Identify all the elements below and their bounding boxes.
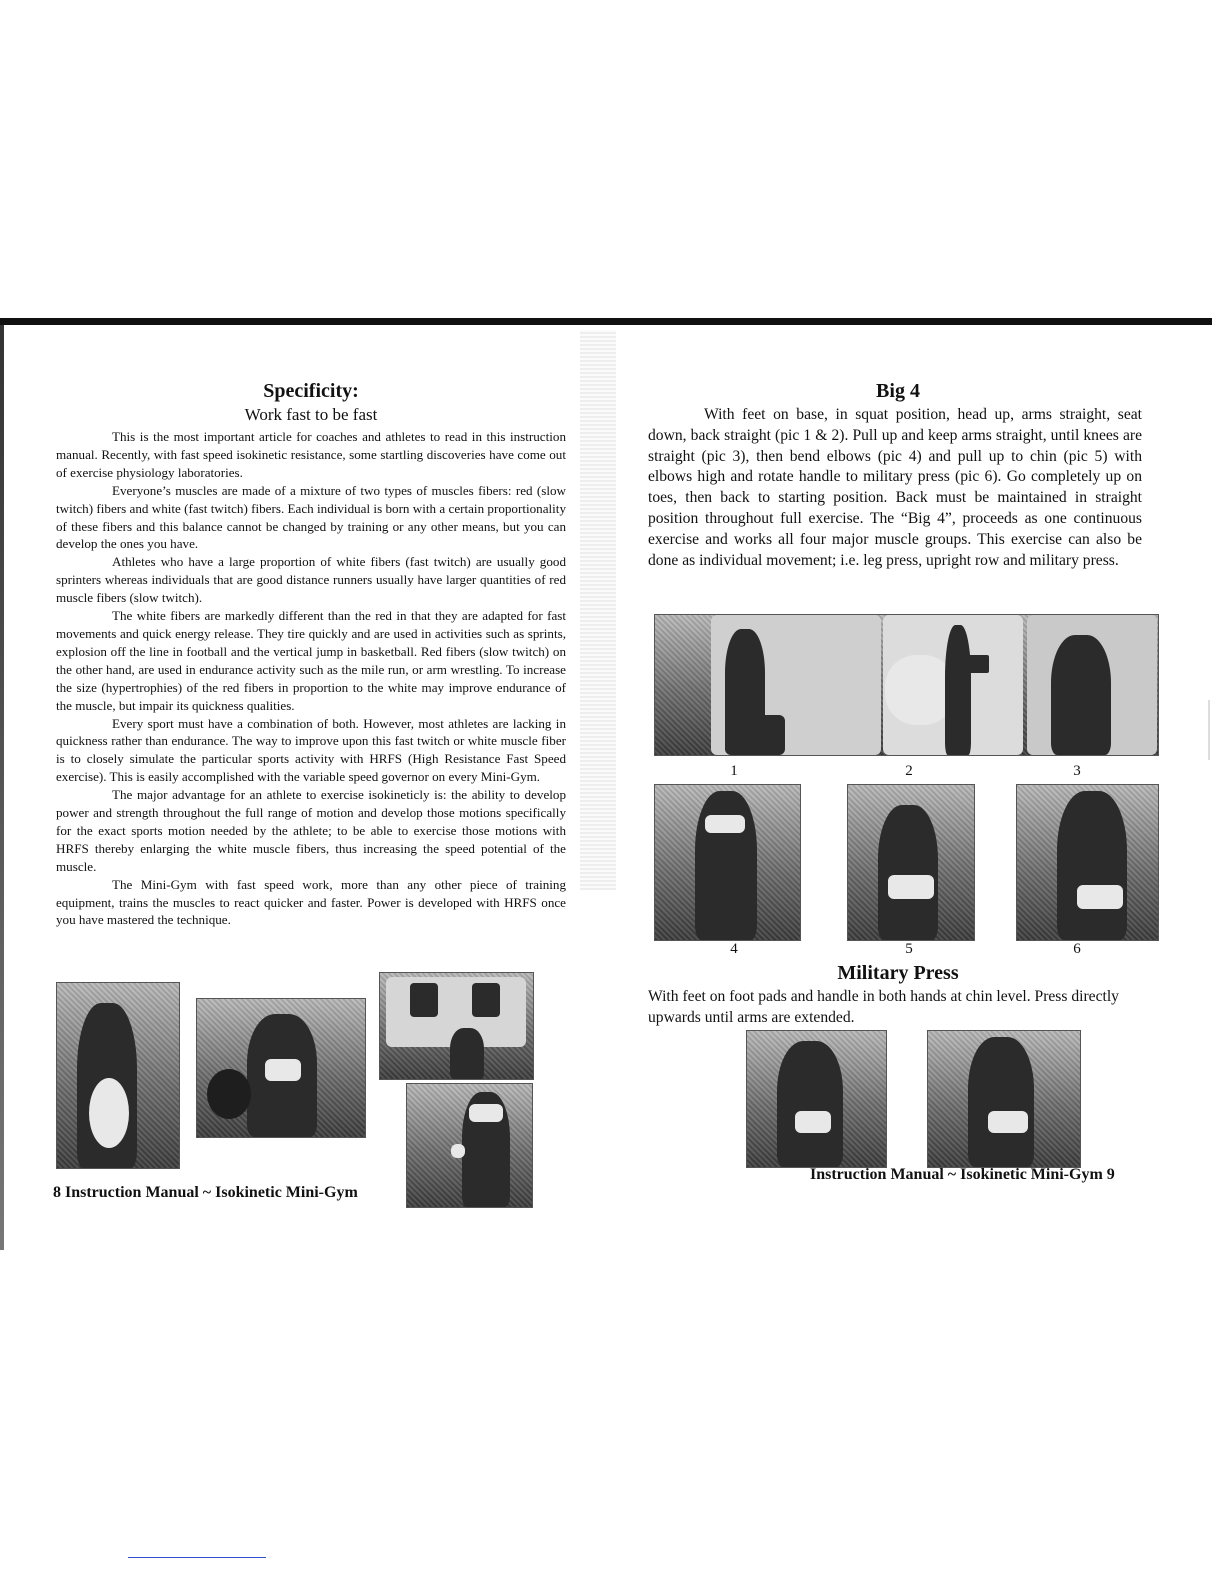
big4-photo-4 — [654, 784, 801, 941]
scan-speck — [1208, 700, 1210, 760]
paragraph: The major advantage for an athlete to exercise isokineticly is: the ability to develop power and strength throughout the full range of motion and develop those motions specifically for the exact sports motion needed by the athlete; to be able to exercise those motions with HRFS thereby enlarging the white muscle fibers, thus increasing the speed potential of the muscle. — [56, 787, 566, 874]
military-press-photo — [927, 1030, 1081, 1168]
paragraph: With feet on base, in squat position, head up, arms straight, seat down, back straight (pic 1 & 2). Pull up and keep arms straight, until knees are straight (pic 3), then bend elbows (pic 4) and pull up to chin (pic 5) with elbows high and rotate handle to military press (pic 6). Go completely up on toes, then back to starting position. Back must be maintained in straight position throughout full exercise. The “Big 4”, proceeds as one continuous exercise and works all four major muscle groups. This exercise can also be done as individual movement; i.e. leg press, upright row and military press. — [648, 406, 1142, 569]
page-footer: 8 Instruction Manual ~ Isokinetic Mini-Gym — [53, 1184, 358, 1201]
exercise-photo — [56, 982, 180, 1169]
paragraph: With feet on foot pads and handle in both hands at chin level. Press directly upwards until arms are extended. — [648, 988, 1119, 1026]
page-footer: Instruction Manual ~ Isokinetic Mini-Gym 9 — [810, 1166, 1115, 1183]
scan-edge-left — [0, 325, 4, 1250]
photo-caption: 6 — [1073, 941, 1081, 957]
paragraph: The Mini-Gym with fast speed work, more than any other piece of training equipment, trains the muscles to react quicker and faster. Power is developed with HRFS once you have mastered the technique. — [56, 876, 566, 928]
paragraph: The white fibers are markedly different than the red in that they are adapted for fast movements and quick energy release. They tire quickly and are used in activities such as sprints, explosion off the line in football and the vertical jump in basketball. Red fibers (slow twitch) on the other hand, are used in endurance activity such as the mile run, or arm wrestling. To increase the size (hypertrophies) of the red fibers in proportion to the white may improve endurance of the muscle, but impair its quickness qualities. — [56, 608, 566, 713]
big4-photo-strip-1-3 — [654, 614, 1159, 756]
scan-edge-top — [0, 318, 1212, 325]
photo-caption: 4 — [730, 941, 738, 957]
photo-caption: 3 — [1073, 763, 1081, 779]
big4-photo-5 — [847, 784, 975, 941]
photo-caption: 2 — [905, 763, 913, 779]
section-title-military-press: Military Press — [837, 962, 959, 984]
big4-instructions — [648, 405, 1142, 571]
article-body — [56, 428, 566, 929]
paragraph: Everyone’s muscles are made of a mixture of two types of muscles fibers: red (slow twitch) fibers and white (fast twitch) fibers. Each individual is born with a certain proportionality of these fibers and this balance cannot be changed by training or any other means, but you can develop the ones you have. — [56, 482, 566, 552]
military-press-instructions — [648, 987, 1142, 1029]
page-title: Specificity: — [263, 380, 359, 402]
section-title-big4: Big 4 — [876, 380, 920, 402]
photo-caption: 5 — [905, 941, 913, 957]
exercise-photo — [379, 972, 534, 1080]
military-press-photo — [746, 1030, 887, 1168]
exercise-photo — [406, 1083, 533, 1208]
big4-photo-6 — [1016, 784, 1159, 941]
exercise-photo — [196, 998, 366, 1138]
photo-caption: 1 — [730, 763, 738, 779]
paragraph: Every sport must have a combination of both. However, most athletes are lacking in quickness rather than endurance. The way to improve upon this fast twitch or white muscle fiber is to closely simulate the particular sports activity with HRFS (High Resistance Fast Speed exercise). This is easily accomplished with the variable speed governor on every Mini-Gym. — [56, 715, 566, 785]
page-gutter — [580, 330, 616, 890]
bottom-underline-mark — [128, 1557, 266, 1558]
paragraph: Athletes who have a large proportion of white fibers (fast twitch) are usually good sprinters whereas individuals that are good distance runners usually have larger quantities of red muscle fibers (slow twitch). — [56, 554, 566, 606]
page-subtitle: Work fast to be fast — [244, 405, 378, 424]
paragraph: This is the most important article for coaches and athletes to read in this instruction manual. Recently, with fast speed isokinetic resistance, some startling discoveries have come out of exercise physiology laboratories. — [56, 429, 566, 480]
